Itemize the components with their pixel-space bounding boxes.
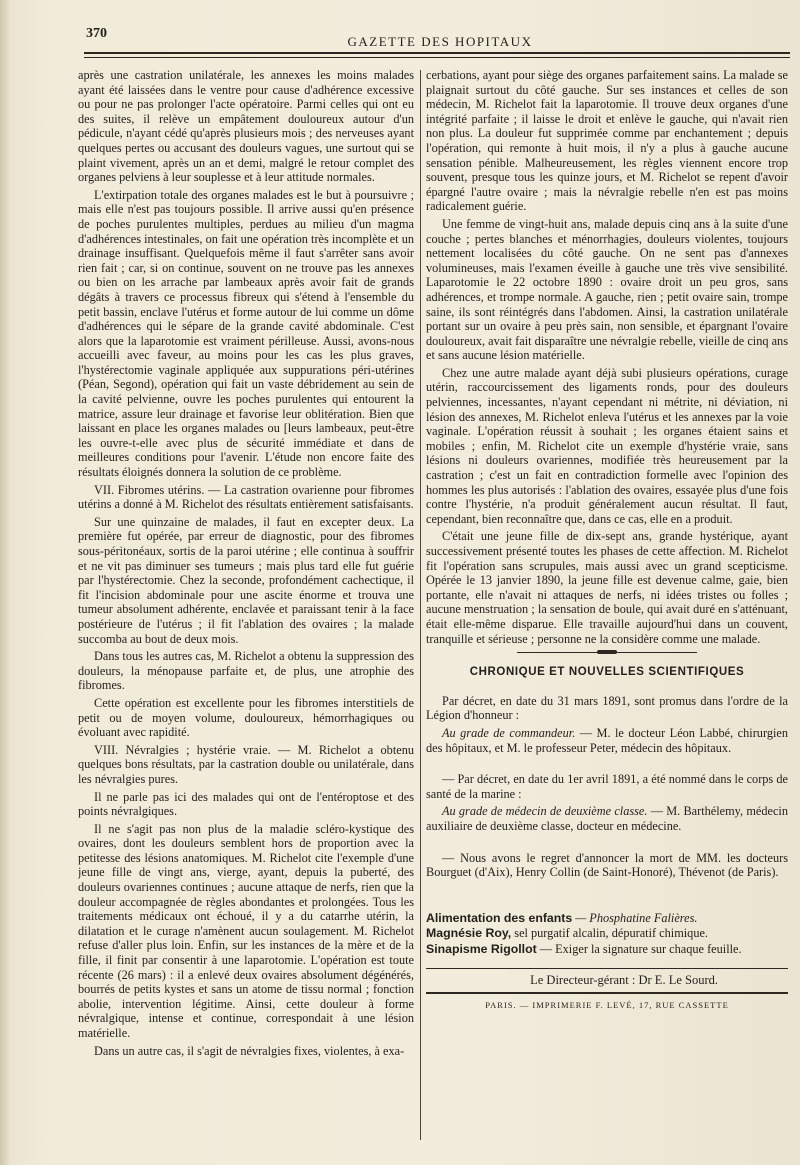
spacer [426, 758, 788, 772]
paragraph [426, 804, 788, 833]
header-rule [84, 52, 790, 54]
section-heading: CHRONIQUE ET NOUVELLES SCIENTIFIQUES [469, 666, 745, 679]
grade-text: — M. Barthélemy, médecin auxiliaire de deuxième classe, docteur en médecine. [426, 804, 788, 833]
ad-text: — Exiger la signature sur chaque feuille. [536, 941, 742, 956]
page-spine-shadow [0, 0, 10, 1165]
paragraph: L'extirpation totale des organes malades est le but à poursuivre ; mais elle n'est pas toujours possible. Il arrive aussi qu'en présence de poches purulentes multiples, perdues au milieu d'un magma d'adhérences intestinales, on fait une opération très incomplète et un drainage insuffisant. Quelquefois même il faut s'arrêter sans avoir rien fait ; car, si on continue, souvent on ne trouve pas les annexes ou bien on les arrache par lambeaux après avoir fait de grands dégâts à travers ce processus fibreux qui s'étend à l'ensemble du petit bassin, enclave l'utérus et forme autour de lui comme un dôme d'adhérences qui le sépare de la grande cavité abdominale. C'est alors que la laparotomie est vraiment périlleuse. Aussi, avons-nous accueilli avec faveur, au moins pour les cas les plus graves, l'hystérectomie vaginale appliquée aux suppurations péri-utérines (Péan, Segond), opération qui fait un vaste débridement au sein de la cavité pelvienne, ouvre les poches purulentes qui entourent la matrice, assure leur drainage et favorise leur oblitération. Bien que laissant en place les organes malades ou [leurs lambeaux, peut-être les ouvre-t-elle avec plus de sécurité immédiate et dans de meilleures conditions pour l'avenir. L'étude non encore faite des résultats éloignés donnera la solution de ce problème. [78, 187, 414, 480]
footer-rule [426, 968, 788, 969]
grade-label: Au grade de commandeur. [442, 725, 576, 740]
paragraph: Sur une quinzaine de malades, il faut en excepter deux. La première fut opérée, par erreur de diagnostic, pour des fibromes sous-péritonéaux, sortis de la paroi utérine ; elle continua à souffrir et ne vit pas diminuer ses tumeurs ; mais plus tard elle fut guérie par l'hystérectomie. Chez la seconde, profondément cachectique, il fit l'incision abdominale pour une ascite énorme et trouva une tumeur absolument adhérente, enclavée et paraissant tenir à la face postérieure de l'utérus ; il fit l'ablation des ovaires ; la malade succomba au bout de deux mois. [78, 514, 414, 646]
ad-name: Alimentation des enfants [426, 910, 573, 925]
paragraph: cerbations, ayant pour siège des organes parfaitement sains. La malade se plaignait surtout du côté gauche. Sur ses instances et celles de son médecin, M. Richelot fait la laparotomie. Il trouve deux organes d'une intégrité parfaite ; il laisse le droit et enlève le gauche, qui n'avait rien non plus. La douleur fut supprimée comme par enchantement ; depuis l'opération, qui remonte à huit mois, il n'y a plus à gauche aucune sensation pénible. Malheureusement, les règles viennent encore trop souvent, presque tous les quinze jours, et M. Richelot se repent d'avoir épargné l'autre ovaire ; mais la névralgie rebelle n'en est pas moins radicalement guérie. [426, 68, 788, 214]
page-number: 370 [86, 26, 107, 41]
paragraph: C'était une jeune fille de dix-sept ans, grande hystérique, ayant successivement présenté toutes les phases de cette affection. M. Richelot fit l'opération sans scrupules, mais aussi avec un grand scepticisme. Opérée le 13 janvier 1890, la jeune fille est devenue calme, gaie, bien portante, elle n'avait ni attaques de nerfs, ni idées tristes ou folles ; aucune menstruation ; la sensation de boule, qui avait duré en s'atténuant, était elle-même disparue. Elle travaille aujourd'hui dans un couvent, tranquille et sérieuse ; personne ne la considère comme une malade. [426, 529, 788, 646]
paragraph: VII. Fibromes utérins. — La castration ovarienne pour fibromes utérins a donné à M. Richelot des résultats entièrement satisfaisants. [78, 482, 414, 512]
ad-line [426, 942, 788, 957]
paragraph: Chez une autre malade ayant déjà subi plusieurs opérations, curage utérin, raccourcissement des ligaments ronds, pour des douleurs pelviennes, incessantes, n'ayant cependant ni métrite, ni déviation, ni lésion des annexes, M. Richelot enleva l'utérus et les annexes par la voie vaginale. L'opération réussit à souhait ; les organes étaient sains et mobiles ; enfin, M. Richelot cite un exemple d'hystérie vraie, sans lésions ni douleurs ovariennes, modifiée très heureusement par la castration ; c'est un fait en contradiction formelle avec l'opinion des hommes les plus autorisés : l'ablation des ovaires, essayée plus d'une fois contre l'hystérie, n'a produit généralement aucun résultat. Il faut, cependant, bien reconnaître que, dans ce cas, elle en a produit. [426, 365, 788, 526]
grade-text: — M. le docteur Léon Labbé, chirurgien des hôpitaux, et M. le professeur Peter, médecin des hôpitaux. [426, 725, 788, 755]
paragraph: Il ne parle pas ici des malades qui ont de l'entéroptose et des points névralgiques. [78, 789, 414, 819]
column-divider [420, 70, 421, 1140]
paragraph [426, 726, 788, 755]
advertisements [426, 911, 788, 957]
paragraph: VIII. Névralgies ; hystérie vraie. — M. Richelot a obtenu quelques bons résultats, par la castration double ou unilatérale, dans les névralgies pures. [78, 742, 414, 786]
ad-name: Magnésie Roy, [426, 926, 512, 941]
header-rule-thin [84, 57, 790, 58]
grade-label: Au grade de médecin de deuxième classe. [442, 804, 648, 819]
spacer [426, 883, 788, 897]
running-title: GAZETTE DES HOPITAUX [347, 34, 533, 49]
paragraph: Dans tous les autres cas, M. Richelot a obtenu la suppression des douleurs, la ménopause parfaite et, de plus, une atrophie des fibromes. [78, 649, 414, 693]
director-credit: Le Directeur-gérant : Dr E. Le Sourd. [530, 973, 718, 988]
paragraph: Par décret, en date du 31 mars 1891, sont promus dans l'ordre de la Légion d'honneur : [426, 693, 788, 723]
right-column [426, 68, 788, 1148]
spacer [426, 897, 788, 911]
ad-text: sel purgatif alcalin, dépuratif chimique. [511, 926, 709, 941]
ad-line [426, 911, 788, 926]
paragraph: — Nous avons le regret d'annoncer la mort de MM. les docteurs Bourguet (d'Aix), Henry Collin (de Saint-Honoré), Thévenot (de Paris). [426, 850, 788, 880]
footer-rule-thick [426, 992, 788, 994]
ad-text: — Phosphatine Falières. [572, 910, 698, 925]
paragraph: Il ne s'agit pas non plus de la maladie scléro-kystique des ovaires, dont les douleurs semblent hors de proportion avec la petitesse des lésions anatomiques. M. Richelot cite l'exemple d'une jeune fille de vingt ans, vierge, ayant, depuis la puberté, des douleurs ovariennes continues ; aucune attaque de nerfs, rien que la douleur accompagnée de règles abondantes et prolongées. Tous les traitements médicaux ont échoué, il y a du catarrhe utérin, la dilatation et le curage n'amènent aucun soulagement. M. Richelot refuse d'aller plus loin. Enfin, sur les instances de la mère et de la fille, il finit par consentir à une laparotomie. L'opération est toute récente (26 mars) : il a enlevé deux ovaires absolument dégénérés, bourrés de petits kystes et sans un atome de tissu normal ; fonction abolie, intervention légitime. Ainsi, cette douleur à forme névralgique, intense et continue, correspondait à une lésion matérielle. [78, 821, 414, 1040]
ad-line [426, 926, 788, 941]
ad-name: Sinapisme Rigollot [426, 941, 537, 956]
left-column [78, 68, 414, 1148]
spacer [426, 837, 788, 851]
ornamental-rule [517, 652, 697, 653]
paragraph: Dans un autre cas, il s'agit de névralgies fixes, violentes, à exa- [94, 1043, 405, 1058]
printer-credit: PARIS. — IMPRIMERIE F. LEVÉ, 17, RUE CASSETTE [485, 1000, 729, 1011]
paragraph: Une femme de vingt-huit ans, malade depuis cinq ans à la suite d'une couche ; pertes blanches et ménorrhagies, douleurs violentes, toujours nettement localisées du côté gauche. On ne sent pas d'annexes volumineuses, mais l'examen éveille à gauche une très vive sensibilité. Laparotomie le 22 octobre 1890 : ovaire droit un peu gros, sans adhérences, et trompe normale. A gauche, rien ; petit ovaire sain, trompe saine, ils sont réintégrés dans l'abdomen. Ainsi, la castration unilatérale portant sur un ovaire à peu près sain, non sensible, et épargnant l'ovaire douloureux, avait fait disparaître une névralgie rebelle, vieille de cinq ans et sans aucune lésion matérielle. [426, 216, 788, 363]
paragraph: après une castration unilatérale, les annexes les moins malades ayant été laissées dans le ventre pour cause d'adhérence excessive ou pour ne pas prolonger l'acte opératoire. Parmi celles qui ont eu des suites, il relève un empâtement douloureux autour d'un pédicule, n'ayant cédé qu'après plusieurs mois ; des nerveuses ayant quelques pertes ou accusant des douleurs vagues, une surtout qui se plaint vivement, après un an et demi, malgré le retour complet des organes pelviens à leur souplesse et à leur attitude normales. [78, 68, 414, 185]
paragraph: Cette opération est excellente pour les fibromes interstitiels de petit ou de moyen volume, douloureux, hémorrhagiques ou évoluant avec rapidité. [78, 695, 414, 740]
paragraph: — Par décret, en date du 1er avril 1891, a été nommé dans le corps de santé de la marine : [426, 772, 788, 801]
